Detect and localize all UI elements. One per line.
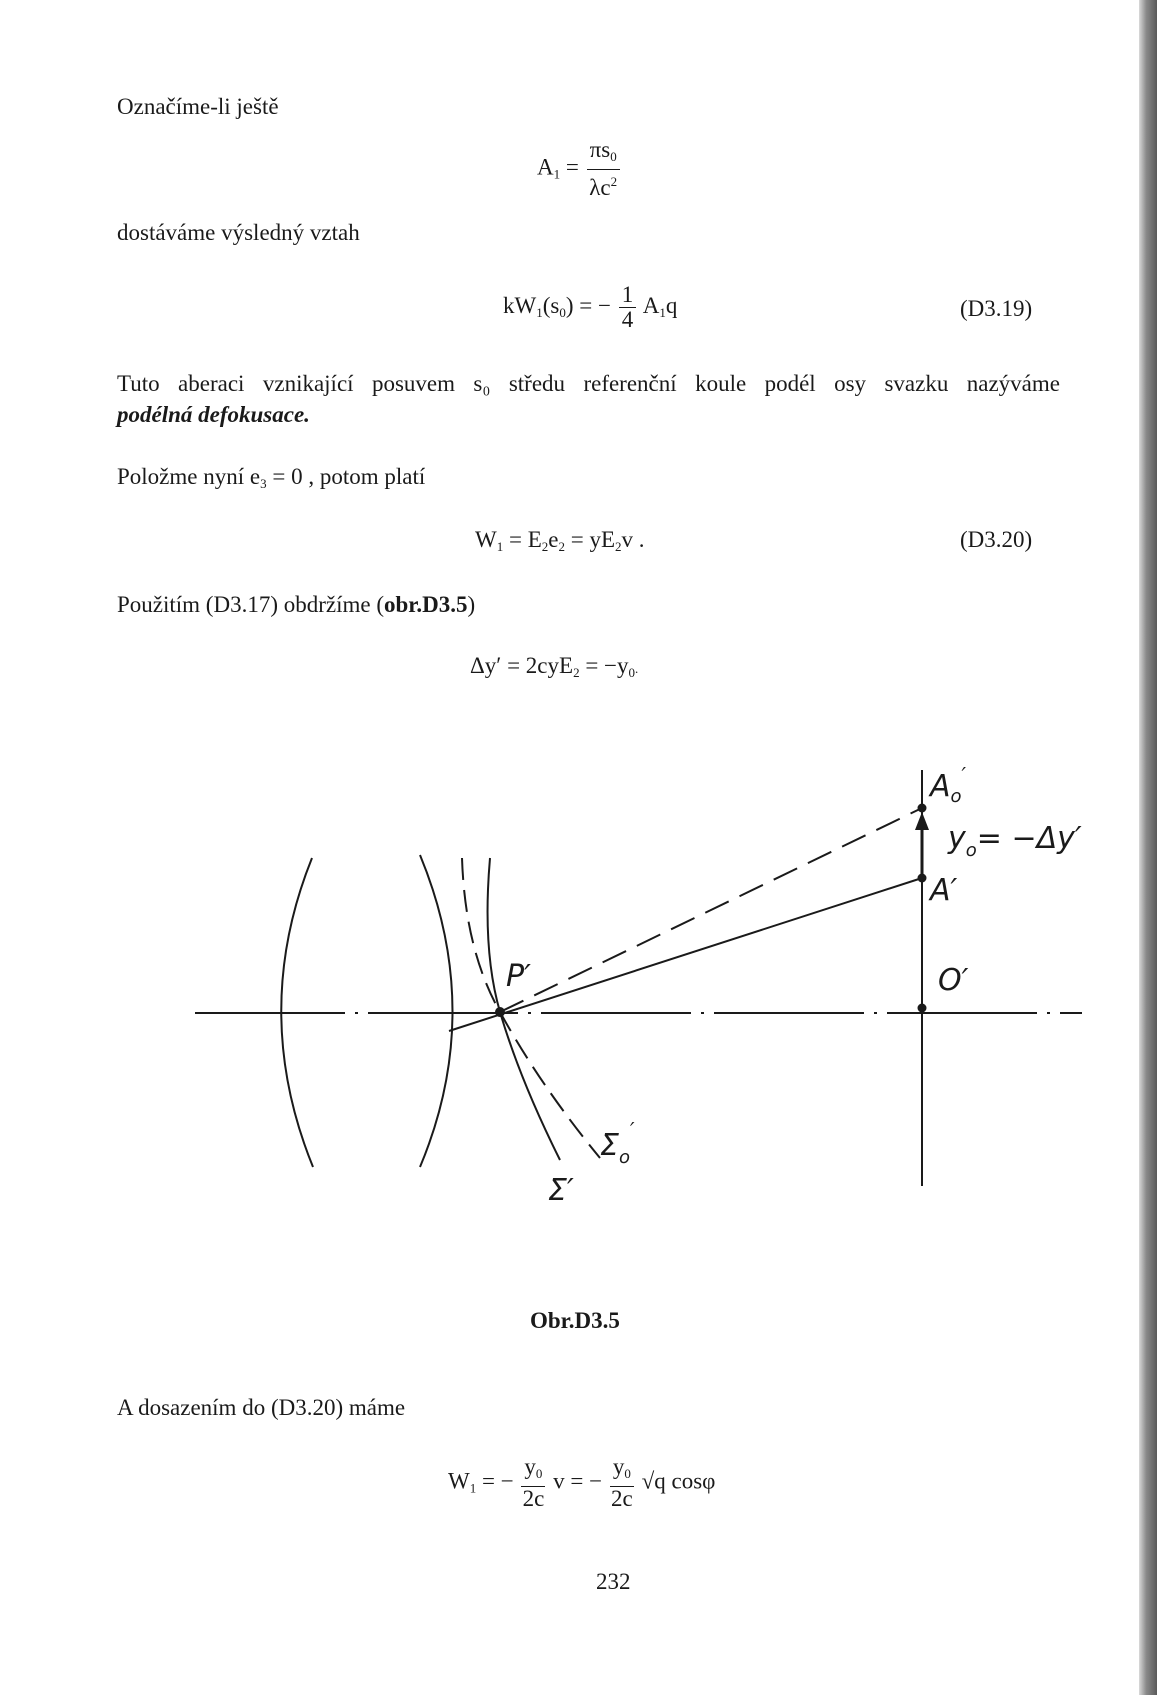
point-a0-prime (918, 804, 927, 813)
label-sigma0-prime (600, 1118, 635, 1168)
label-sigma0-sub: o (618, 1147, 630, 1168)
label-a0-prime-main: A (930, 769, 951, 804)
label-o-prime: O′ (938, 963, 969, 998)
label-sigma0-sup: ′ (629, 1118, 635, 1142)
point-a-prime (918, 874, 927, 883)
eq-dy-sub2: 0 (628, 665, 636, 680)
ray-to-a0-prime (500, 808, 922, 1012)
label-y0 (947, 821, 1082, 861)
eq-d319-arg-sub: 0 (559, 304, 566, 320)
eq-d320-mid2: e (548, 527, 559, 552)
eq-final-num2-sub: 0 (624, 1466, 631, 1481)
figure-caption: Obr.D3.5 (530, 1308, 620, 1333)
eq-d320-lhs-sub: 1 (496, 539, 504, 554)
paragraph-line-1: Tuto aberaci vznikající posuvem s₀ středu referenční koule podél osy svazku nazýváme (117, 371, 1060, 396)
eq-d319-arg: (s (542, 292, 560, 318)
eq-final-den1: 2c (522, 1486, 545, 1511)
eq-final-den2: 2c (611, 1486, 633, 1511)
eq-final-num1-text: y (524, 1454, 536, 1479)
eq-final-lhs-sub: 1 (469, 1480, 477, 1496)
eq-dy-mid: = −y (579, 653, 629, 678)
ray-to-a-prime (449, 878, 922, 1031)
eq-final-v: v = − (553, 1468, 603, 1494)
page-number: 232 (596, 1569, 631, 1594)
intro-text-3: A dosazením do (D3.20) máme (117, 1395, 406, 1420)
eq-final-equals: = − (481, 1468, 514, 1494)
put-after: = 0 , potom platí (266, 464, 426, 489)
eq-d320-lhs: W (475, 527, 497, 552)
label-sigma-prime: Σ′ (548, 1173, 574, 1208)
eq-d319-lhs-sub: 1 (536, 304, 543, 320)
eq-a1-equals: = (565, 154, 579, 180)
eq-a1-lhs: A (537, 154, 554, 180)
eq-a1-lhs-sub: 1 (553, 166, 561, 182)
usage-before: Použitím (D3.17) obdržíme ( (117, 592, 385, 617)
point-o-prime (918, 1004, 927, 1013)
eq-final-num2 (610, 1455, 634, 1487)
label-a-prime: A′ (930, 873, 958, 908)
eq-final-fraction-1 (521, 1455, 545, 1511)
eq-final-lhs: W (448, 1468, 470, 1494)
shift-arrow-head (915, 812, 929, 830)
eq-d319-rhs-sub: 1 (659, 304, 666, 320)
eq-final-num1-sub: 0 (535, 1466, 543, 1481)
usage-figure-ref: obr.D3.5 (384, 592, 468, 617)
eq-final-num1 (521, 1455, 545, 1487)
label-a0-prime-sub: o (950, 786, 962, 807)
eq-d319-arg-close: ) (565, 292, 574, 318)
paragraph-emphasis: podélná defokusace. (117, 402, 310, 427)
eq-d319-equals: = − (579, 292, 611, 318)
reference-sphere-sigma0 (462, 858, 600, 1158)
eq-d319-numerator: 1 (619, 283, 637, 308)
intro-text-2: dostáváme výsledný vztah (117, 220, 360, 245)
eq-dy-sub: 2 (573, 665, 580, 680)
lens-right-surface (420, 855, 453, 1167)
label-a0-prime-sup: ′ (961, 763, 967, 787)
eq-d319-lhs: kW (503, 292, 537, 318)
label-sigma0-main: Σ (600, 1128, 619, 1163)
eq-d320-mid1: = E (503, 527, 542, 552)
eq-a1-num-text: πs (589, 137, 611, 162)
eq-final-sqrt: √q (641, 1468, 666, 1494)
put-sub: 3 (260, 476, 267, 491)
eq-a1-den-text: λc (589, 175, 611, 200)
usage-after: ) (467, 592, 476, 617)
put-before: Položme nyní e (117, 464, 261, 489)
point-p-prime (495, 1007, 505, 1017)
eq-d320-mid3: = yE (564, 527, 615, 552)
eq-d320-end: v . (621, 527, 645, 552)
label-y0-sub: o (965, 840, 977, 861)
eq-final-num2-text: y (612, 1454, 625, 1479)
eq-a1-den-sup: 2 (610, 174, 618, 189)
eq-dy-end: . (635, 661, 639, 676)
equation-number-d3-20: (D3.20) (960, 527, 1033, 552)
equation-final (448, 1455, 715, 1511)
eq-d319-rhs: A (642, 292, 660, 318)
eq-d320-mid3-sub: 2 (615, 539, 622, 554)
label-p-prime: P′ (506, 959, 531, 994)
label-a0-prime (928, 763, 967, 807)
eq-d319-denominator: 4 (621, 307, 634, 332)
eq-final-cos: cosφ (671, 1468, 716, 1494)
eq-dy-text: Δy′ = 2cyE (470, 653, 574, 678)
eq-a1-num-sub: 0 (610, 149, 617, 164)
label-y0-main: y (948, 821, 966, 856)
eq-d320-mid2-sub: 2 (558, 539, 565, 554)
equation-number-d3-19: (D3.19) (960, 296, 1033, 321)
eq-d320-mid1-sub: 2 (541, 539, 549, 554)
eq-final-fraction-2 (610, 1455, 634, 1511)
eq-d319-rhs-end: q (665, 292, 678, 318)
label-y0-rest: = −Δy′ (976, 821, 1082, 856)
intro-text-1: Označíme-li ještě (117, 94, 279, 119)
